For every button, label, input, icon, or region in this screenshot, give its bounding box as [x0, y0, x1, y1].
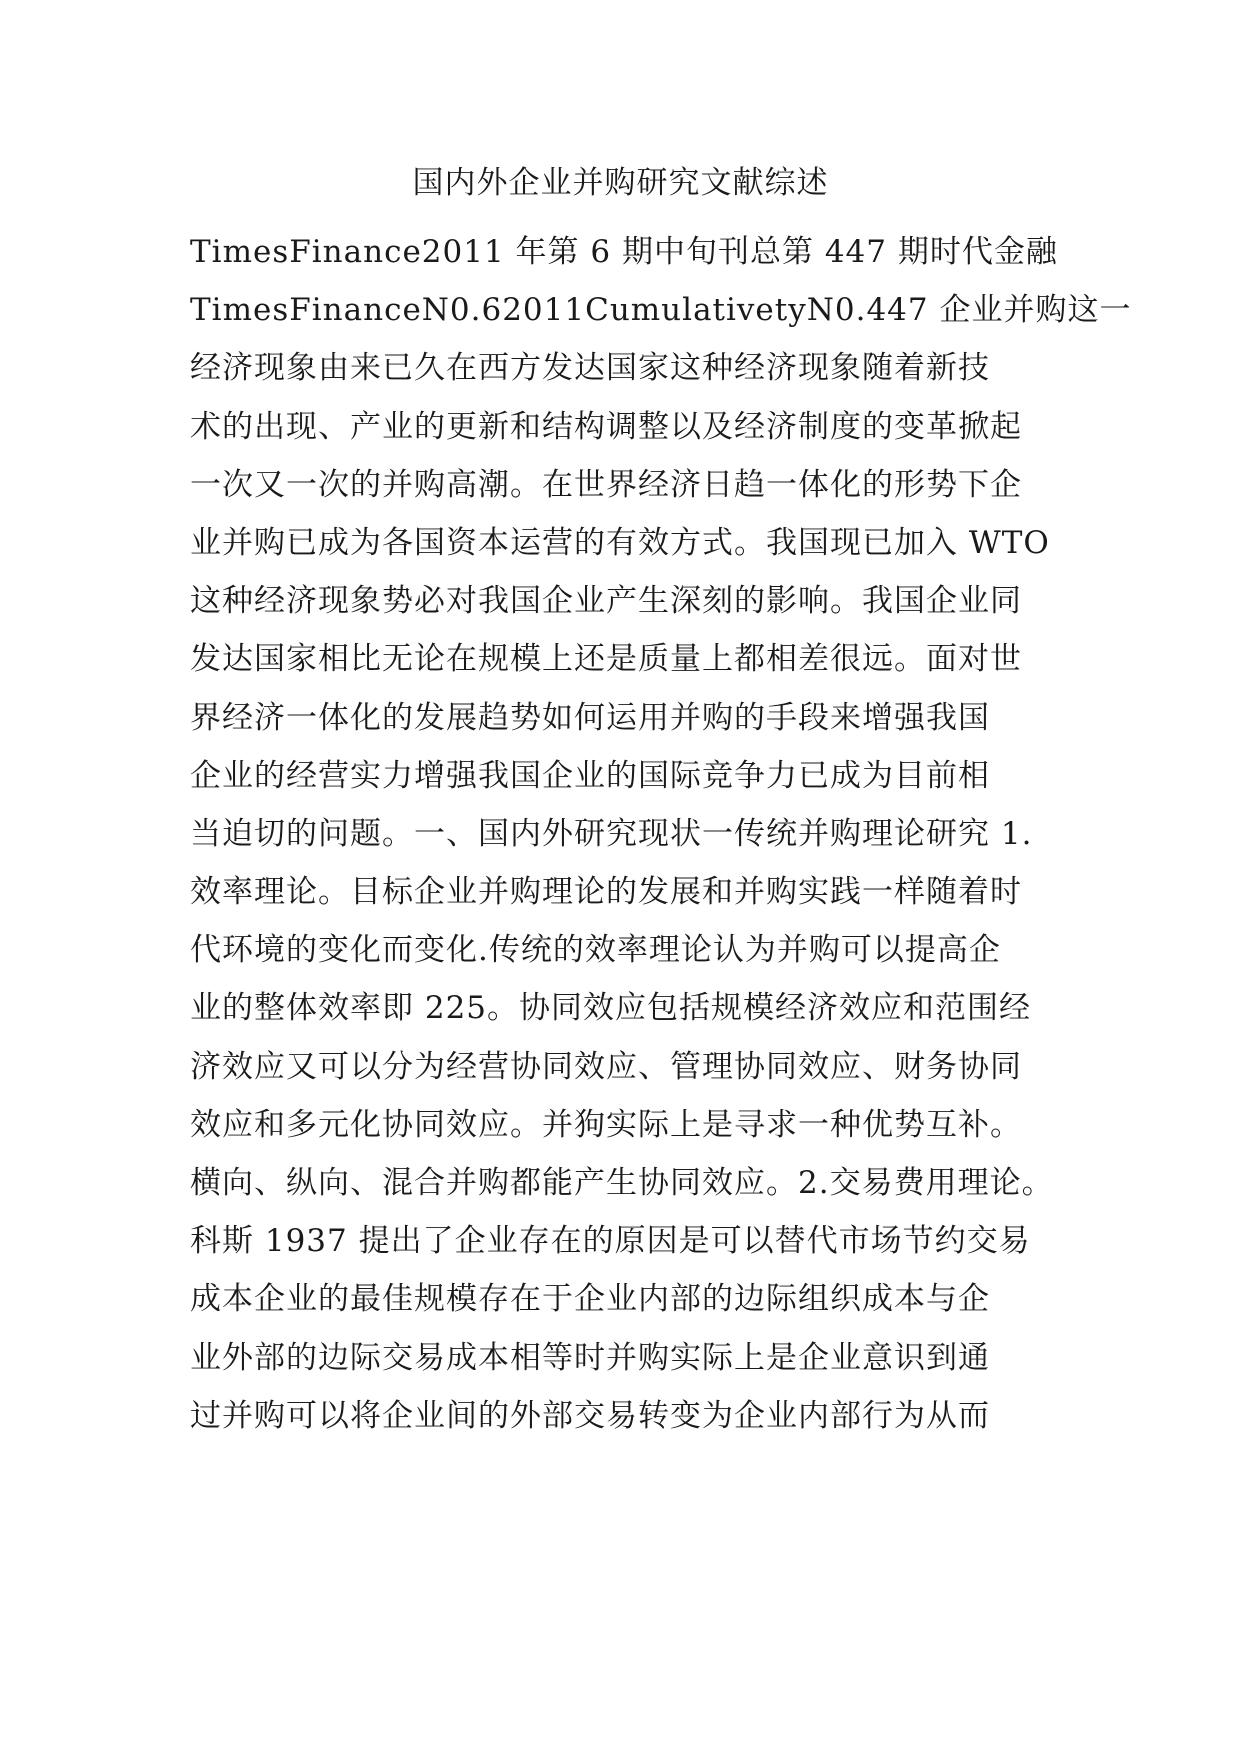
document-title: 国内外企业并购研究文献综述 — [412, 165, 829, 201]
body-line: 企业的经营实力增强我国企业的国际竞争力已成为目前相 — [190, 757, 990, 794]
body-line: 业外部的边际交易成本相等时并购实际上是企业意识到通 — [190, 1339, 990, 1376]
body-line: 一次又一次的并购高潮。在世界经济日趋一体化的形势下企 — [190, 466, 1022, 503]
body-line: 代环境的变化而变化.传统的效率理论认为并购可以提高企 — [190, 932, 1001, 969]
body-line: TimesFinance2011 年第 6 期中旬刊总第 447 期时代金融 — [190, 234, 1058, 270]
body-line: 效率理论。目标企业并购理论的发展和并购实践一样随着时 — [190, 874, 1022, 911]
body-line: 科斯 1937 提出了企业存在的原因是可以替代市场节约交易 — [190, 1223, 1031, 1260]
body-line: 发达国家相比无论在规模上还是质量上都相差很远。面对世 — [190, 641, 1022, 678]
body-line: 业的整体效率即 225。协同效应包括规模经济效应和范围经 — [190, 990, 1032, 1027]
body-line: 横向、纵向、混合并购都能产生协同效应。2.交易费用理论。 — [190, 1165, 1054, 1201]
body-line: 经济现象由来已久在西方发达国家这种经济现象随着新技 — [190, 350, 990, 387]
body-line: 当迫切的问题。一、国内外研究现状一传统并购理论研究 1. — [190, 815, 1033, 852]
body-line: 这种经济现象势必对我国企业产生深刻的影响。我国企业同 — [190, 583, 1022, 620]
body-line: 效应和多元化协同效应。并狗实际上是寻求一种优势互补。 — [190, 1106, 1022, 1143]
body-line: 界经济一体化的发展趋势如何运用并购的手段来增强我国 — [190, 699, 990, 736]
document-body — [190, 223, 1132, 1445]
body-line: 济效应又可以分为经营协同效应、管理协同效应、财务协同 — [190, 1048, 1022, 1085]
body-line: 术的出现、产业的更新和结构调整以及经济制度的变革掀起 — [190, 408, 1022, 445]
body-line: 过并购可以将企业间的外部交易转变为企业内部行为从而 — [190, 1397, 990, 1434]
body-line: 业并购已成为各国资本运营的有效方式。我国现已加入 WTO — [190, 524, 1050, 561]
body-line: TimesFinanceN0.62011CumulativetyN0.447 企业并购这一 — [190, 292, 1132, 329]
body-line: 成本企业的最佳规模存在于企业内部的边际组织成本与企 — [190, 1281, 990, 1318]
